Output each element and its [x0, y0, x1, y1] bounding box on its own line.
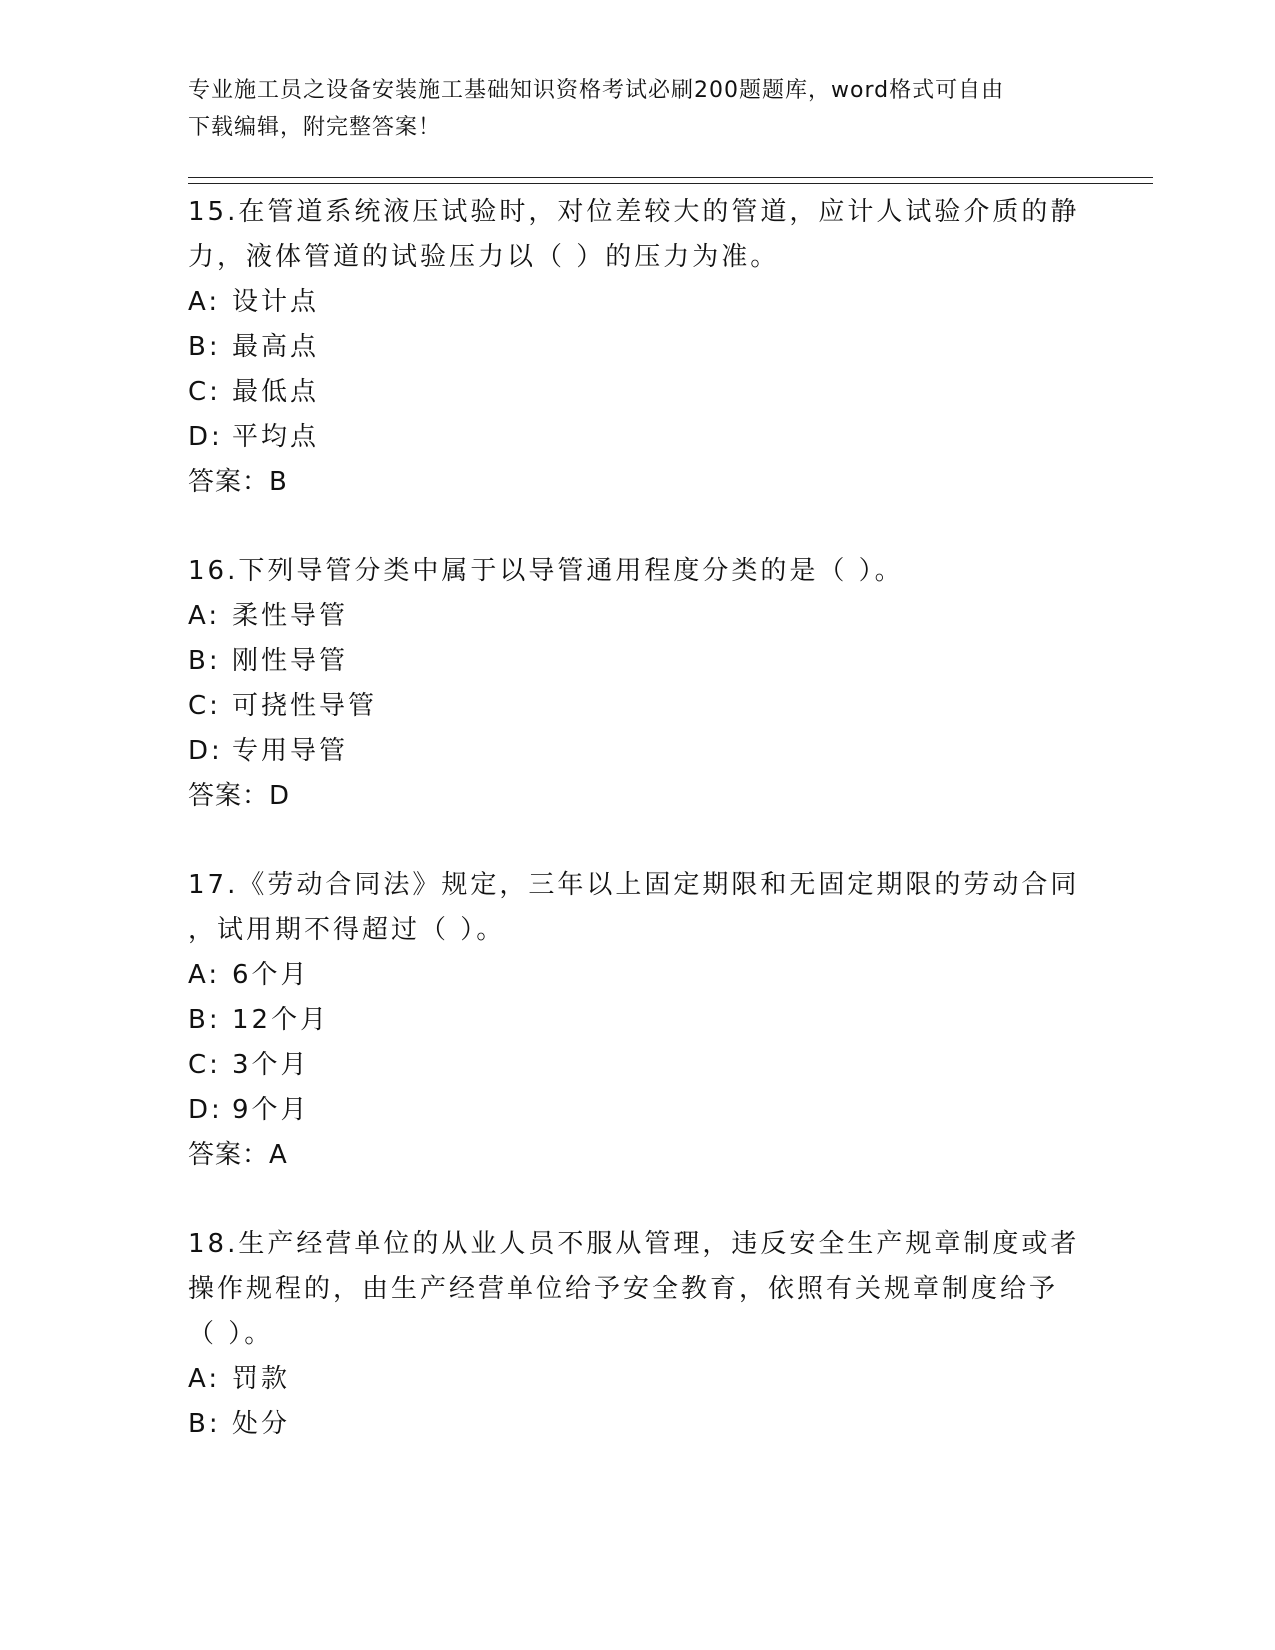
header-divider-top — [188, 177, 1153, 178]
option-b — [188, 1402, 1088, 1447]
option-letter: C: — [188, 691, 221, 721]
option-a — [188, 953, 1088, 998]
answer-line: 答案：A — [188, 1140, 288, 1170]
option-letter: C: — [188, 1050, 221, 1080]
header-divider-bottom — [188, 183, 1153, 184]
option-letter: A: — [188, 287, 221, 317]
option-text: 专用导管 — [232, 736, 349, 766]
option-letter: A: — [188, 601, 221, 631]
option-d — [188, 729, 1088, 774]
option-c — [188, 1043, 1088, 1088]
option-letter: A: — [188, 1364, 221, 1394]
header-line-2: 下载编辑，附完整答案！ — [188, 115, 442, 140]
option-d — [188, 1088, 1088, 1133]
question-stem-line: 17.《劳动合同法》规定，三年以上固定期限和无固定期限的劳动合同 — [188, 870, 1080, 900]
question-stem-line: ，试用期不得超过（ ）。 — [188, 915, 506, 945]
option-text: 处分 — [232, 1409, 291, 1439]
option-text: 可挠性导管 — [232, 691, 378, 721]
question-list — [188, 190, 1088, 1491]
option-letter: B: — [188, 332, 221, 362]
option-text: 最低点 — [232, 377, 320, 407]
option-letter: D: — [188, 736, 223, 766]
option-letter: B: — [188, 1005, 221, 1035]
question-stem-line: 操作规程的，由生产经营单位给予安全教育，依照有关规章制度给予 — [188, 1274, 1059, 1304]
answer-line: 答案：B — [188, 467, 288, 497]
option-c — [188, 684, 1088, 729]
question-stem-line: 力，液体管道的试验压力以（ ）的压力为准。 — [188, 242, 780, 272]
option-d — [188, 415, 1088, 460]
option-letter: D: — [188, 1095, 223, 1125]
question-stem-line: 15.在管道系统液压试验时，对位差较大的管道，应计人试验介质的静 — [188, 197, 1080, 227]
option-letter: A: — [188, 960, 221, 990]
header-line-1: 专业施工员之设备安装施工基础知识资格考试必刷200题题库，word格式可自由 — [188, 78, 1005, 103]
option-letter: B: — [188, 1409, 221, 1439]
option-text: 柔性导管 — [232, 601, 349, 631]
option-text: 刚性导管 — [232, 646, 349, 676]
question-18 — [188, 1222, 1088, 1447]
option-a — [188, 1357, 1088, 1402]
question-17 — [188, 863, 1088, 1178]
option-text: 罚款 — [232, 1364, 291, 1394]
answer-line: 答案：D — [188, 781, 291, 811]
option-a — [188, 280, 1088, 325]
option-text: 9个月 — [232, 1095, 310, 1125]
option-text: 6个月 — [232, 960, 310, 990]
question-stem-line: 18.生产经营单位的从业人员不服从管理，违反安全生产规章制度或者 — [188, 1229, 1080, 1259]
option-b — [188, 639, 1088, 684]
option-text: 设计点 — [232, 287, 320, 317]
option-text: 最高点 — [232, 332, 320, 362]
document-header — [188, 72, 1088, 146]
option-b — [188, 998, 1088, 1043]
question-stem-line: （ ）。 — [188, 1319, 274, 1349]
option-b — [188, 325, 1088, 370]
option-a — [188, 594, 1088, 639]
option-text: 平均点 — [232, 422, 320, 452]
option-letter: B: — [188, 646, 221, 676]
option-c — [188, 370, 1088, 415]
option-text: 12个月 — [232, 1005, 330, 1035]
question-stem-line: 16.下列导管分类中属于以导管通用程度分类的是（ ）。 — [188, 556, 904, 586]
question-15 — [188, 190, 1088, 505]
option-text: 3个月 — [232, 1050, 310, 1080]
option-letter: C: — [188, 377, 221, 407]
option-letter: D: — [188, 422, 223, 452]
question-16 — [188, 549, 1088, 819]
